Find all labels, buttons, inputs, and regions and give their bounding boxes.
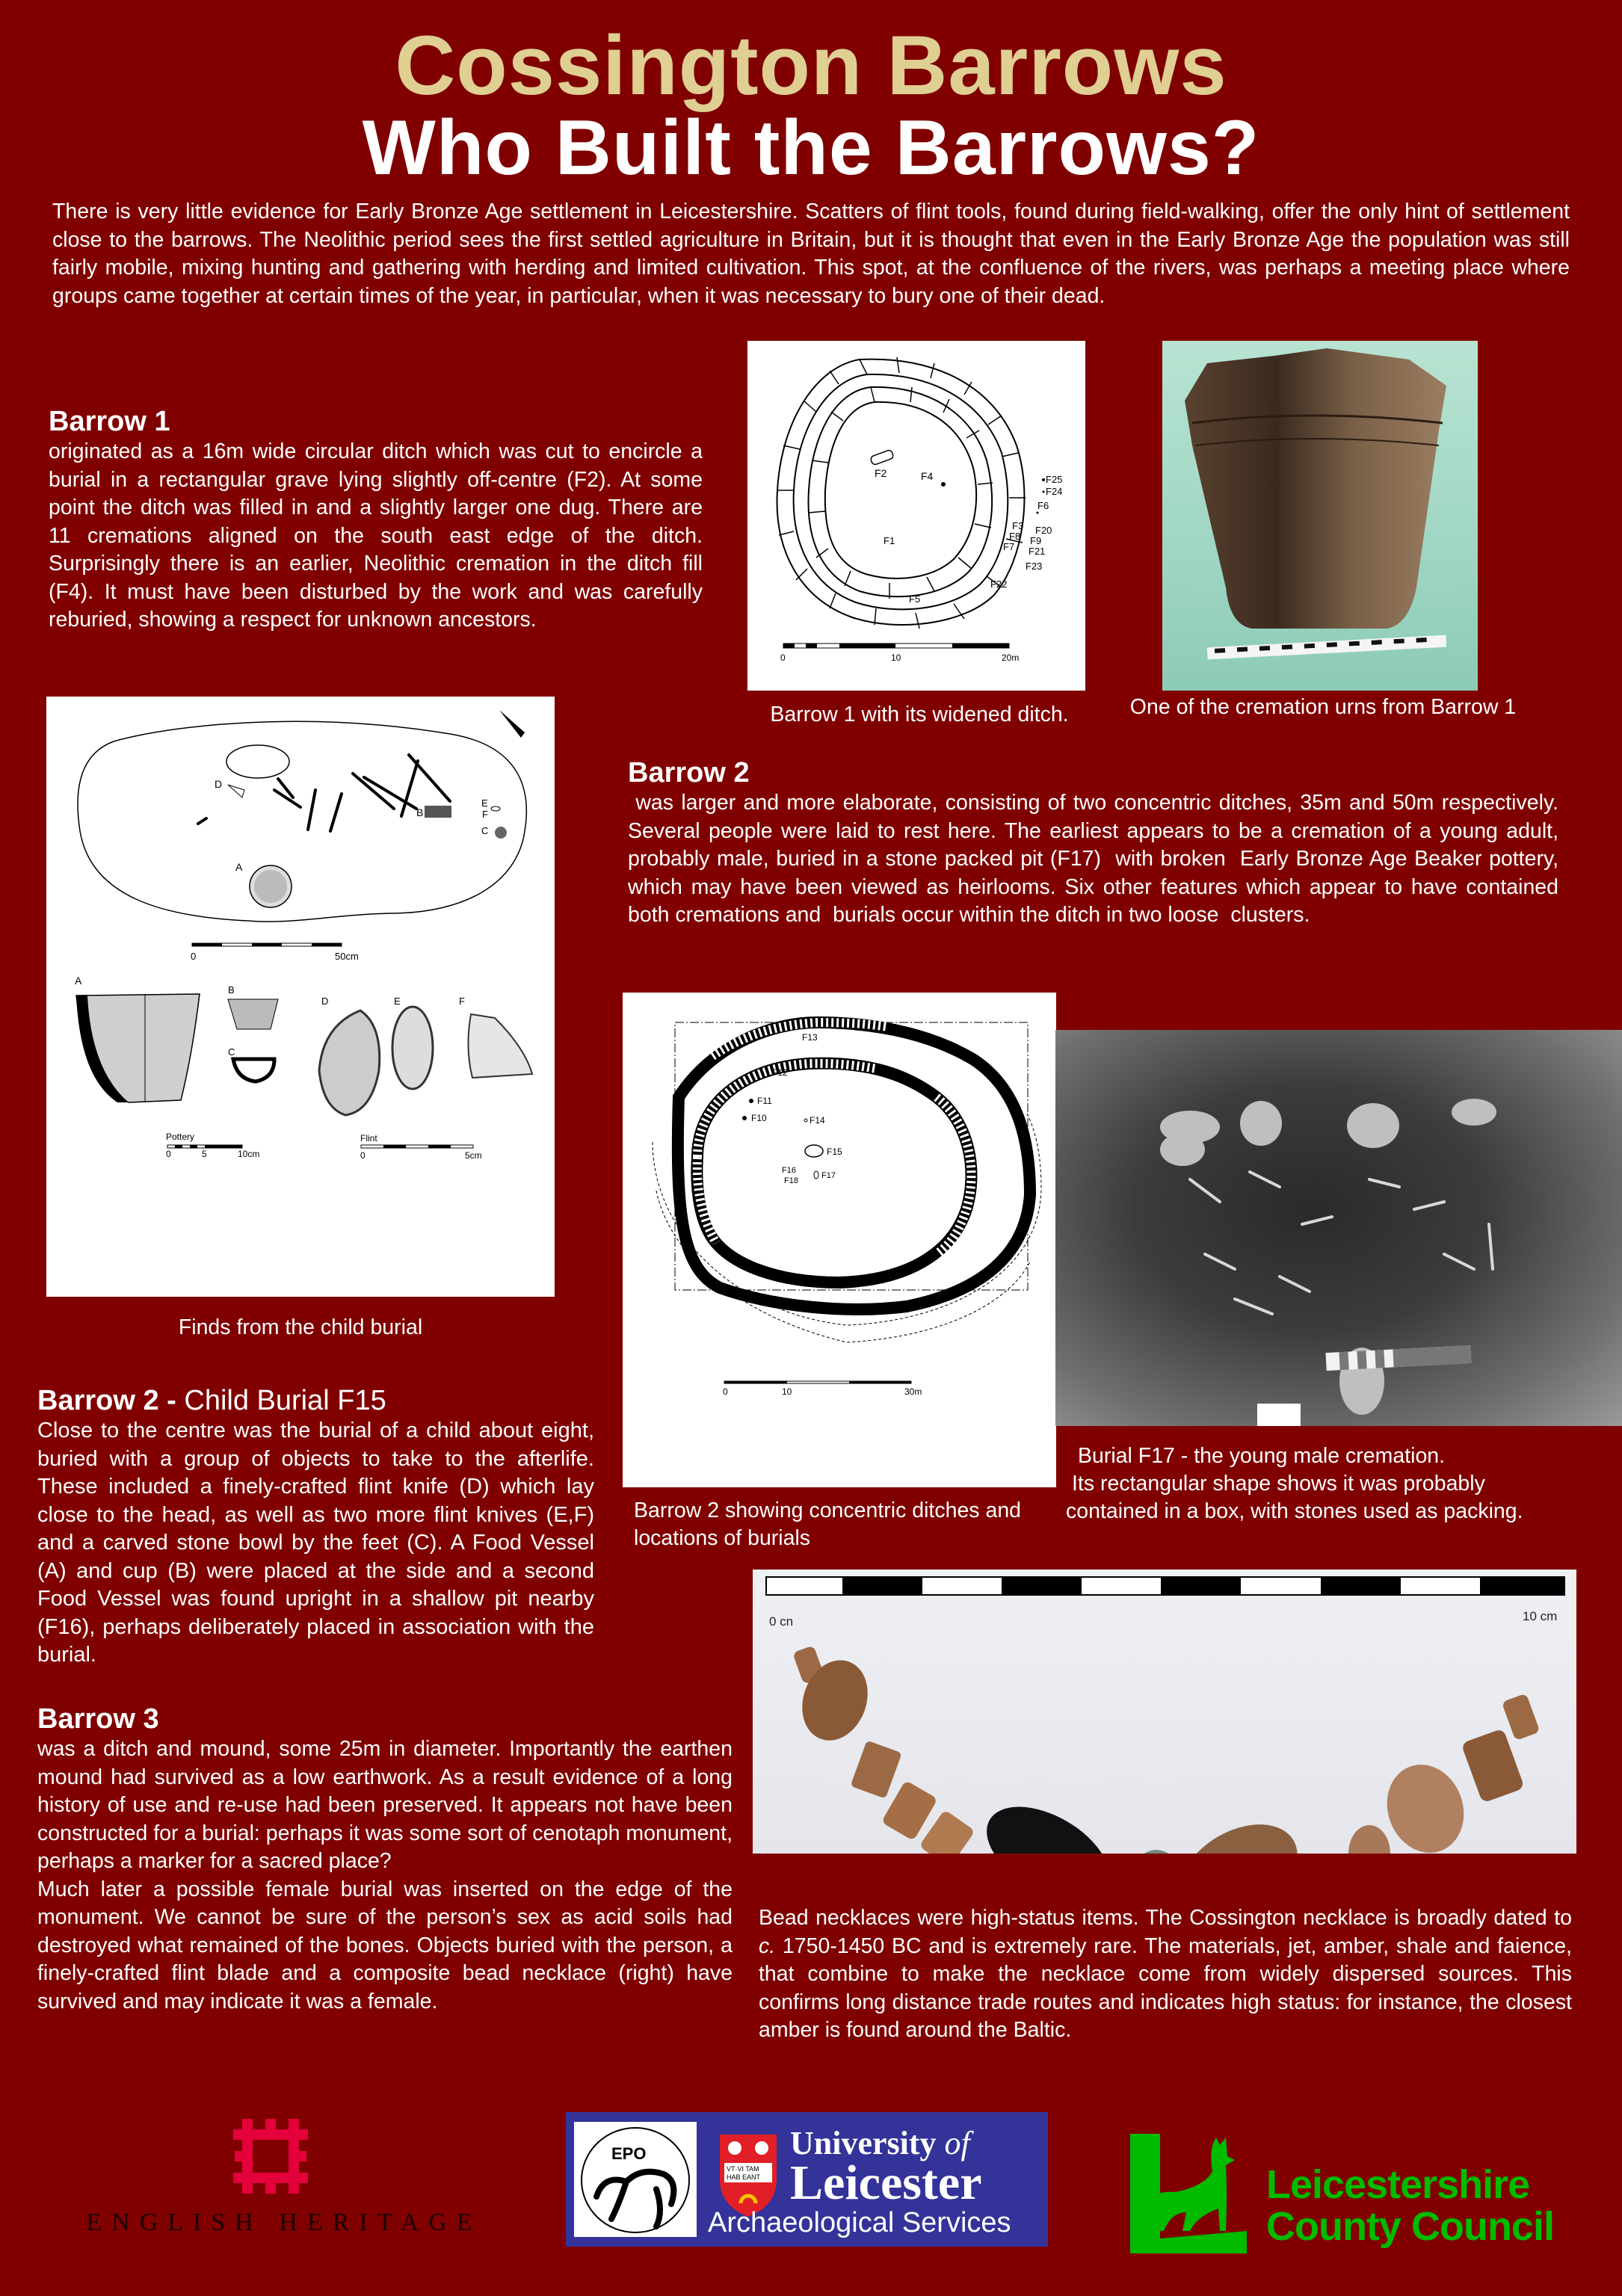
scale-start-label: 0 cn xyxy=(769,1614,794,1629)
barrow2-section xyxy=(628,756,1564,930)
child-burial-finds-figure xyxy=(46,697,555,1297)
f17-caption-line: Its rectangular shape shows it was probably xyxy=(1072,1472,1485,1496)
necklace-caption-pre: Bead necklaces were high-status items. The Cossington necklace is broadly dated to xyxy=(759,1906,1572,1930)
f17-caption-line: contained in a box, with stones used as packing. xyxy=(1066,1499,1523,1523)
child-burial-heading-light: Child Burial F15 xyxy=(184,1385,386,1416)
scale-tick: 0 xyxy=(360,1150,366,1161)
barrow3-text-p2: Much later a possible female burial was inserted on the edge of the monument. We cannot be sure of the person’s sex as acid soils had destroyed what remained of the bones. Objects buried with the person, a finely-crafted flint blade and a composite bead necklace (right) have survived and may indicate it was a female. xyxy=(37,1877,733,2013)
barrow1-heading: Barrow 1 xyxy=(49,406,170,437)
county-name-line1: Leicestershire xyxy=(1266,2162,1530,2207)
grave-label: E xyxy=(481,797,488,809)
scale-end-label: 10 cm xyxy=(1523,1609,1558,1623)
grave-label: C xyxy=(481,825,489,836)
university-name-line2: Leicester xyxy=(790,2155,982,2210)
scale-tick: 5cm xyxy=(465,1150,482,1161)
english-heritage-name: ENGLISH HERITAGE xyxy=(86,2209,482,2236)
barrow2-plan-caption: Barrow 2 showing concentric ditches and locations of burials xyxy=(634,1499,1022,1550)
plan-label: F20 xyxy=(1035,525,1052,536)
county-name-line2: County Council xyxy=(1266,2204,1554,2249)
barrow1-plan-figure xyxy=(747,341,1085,691)
plan-label: F25 xyxy=(1046,474,1063,485)
shield-motto-line: HAB EANT xyxy=(727,2173,761,2181)
plan-label: F24 xyxy=(1046,486,1063,497)
plan-label: F7 xyxy=(1003,541,1015,552)
necklace-illustration xyxy=(753,1570,1576,1854)
university-of-leicester-logo xyxy=(566,2112,1048,2247)
plan-label: F16 xyxy=(782,1166,796,1175)
svg-text:EPO: EPO xyxy=(611,2144,647,2163)
object-label: E xyxy=(394,996,401,1007)
scale-tick: 10 xyxy=(891,652,901,663)
barrow1-section xyxy=(49,405,703,635)
plan-label: F21 xyxy=(1029,546,1046,557)
plan-label: F3 xyxy=(1012,520,1024,531)
plan-label: F5 xyxy=(909,593,921,605)
barrow1-plan-drawing xyxy=(747,341,1085,691)
object-label: D xyxy=(321,996,329,1007)
plan-label: F18 xyxy=(784,1176,798,1185)
plan-label: F10 xyxy=(751,1113,767,1123)
plan-label: F13 xyxy=(802,1032,818,1043)
barrow2-text: was larger and more elaborate, consisting of two concentric ditches, 35m and 50m respectively. Several people were laid to rest here. The earliest appears to be a cremation of a young adult, probably male, buried in a stone packed pit (F17) with broken Early Bronze Age Beaker pottery, which may have been viewed as heirlooms. Six other features which appear to have contained both cremations and burials occur within the ditch in two loose clusters. xyxy=(628,791,1564,927)
child-burial-heading-bold: Barrow 2 - xyxy=(37,1385,185,1416)
of-word: of xyxy=(944,2125,970,2161)
child-burial-section xyxy=(37,1384,594,1670)
object-label: C xyxy=(228,1046,235,1058)
barrow2-plan-figure xyxy=(623,993,1056,1487)
f17-caption-line: Burial F17 - the young male cremation. xyxy=(1078,1444,1446,1468)
poster-subtitle: Who Built the Barrows? xyxy=(362,105,1260,191)
f17-illustration xyxy=(1055,1030,1622,1426)
shield-motto-line: VT·VI TAM xyxy=(727,2165,759,2173)
plan-label: F6 xyxy=(1037,500,1049,511)
urn-illustration xyxy=(1162,341,1478,691)
scale-label: Flint xyxy=(360,1133,377,1144)
university-shield-icon xyxy=(720,2135,777,2217)
cremation-urn-photo xyxy=(1162,341,1478,691)
archaeological-services-label: Archaeological Services xyxy=(708,2207,1011,2238)
grave-label: F xyxy=(482,809,488,820)
bead-necklace-photo xyxy=(753,1570,1576,1854)
object-label: B xyxy=(228,984,235,996)
scale-tick: 10cm xyxy=(238,1149,260,1159)
scale-tick: 10 xyxy=(782,1386,792,1397)
plan-label: F17 xyxy=(821,1171,836,1180)
barrow1-plan-caption: Barrow 1 with its widened ditch. xyxy=(770,703,1069,726)
plan-label: F11 xyxy=(757,1096,772,1106)
scale-tick: 0 xyxy=(723,1386,728,1397)
scale-tick: 30m xyxy=(904,1386,922,1397)
finds-drawing xyxy=(46,697,555,1297)
object-label: A xyxy=(75,975,82,987)
barrow1-text: originated as a 16m wide circular ditch which was cut to encircle a burial in a rectangular grave lying slightly off-centre (F2). At some point the ditch was filled in and a slightly larger one dug. There are 11 cremations aligned on the south east edge of the ditch. Surprisingly there is an earlier, Neolithic cremation in the ditch fill (F4). It must have been disturbed by the work and was carefully reburied, showing a respect for unknown ancestors. xyxy=(49,439,703,632)
finds-caption: Finds from the child burial xyxy=(178,1315,423,1339)
scale-tick: 20m xyxy=(1002,652,1020,663)
plan-label: F22 xyxy=(990,578,1008,590)
leicestershire-county-council-logo xyxy=(1130,2134,1579,2253)
plan-label: F1 xyxy=(884,535,895,546)
scale-tick: 0 xyxy=(780,652,786,663)
university-word: University xyxy=(790,2125,937,2161)
castle-battlement-icon xyxy=(233,2119,308,2194)
plan-label: F15 xyxy=(827,1147,842,1157)
english-heritage-logo xyxy=(75,2119,493,2261)
plan-label: F8 xyxy=(1009,531,1021,542)
grave-label: A xyxy=(235,861,243,873)
poster-title: Cossington Barrows xyxy=(395,19,1227,112)
child-burial-text: Close to the centre was the burial of a child about eight, buried with a group of objects to take to the afterlife. These included a finely-crafted flint knife (D) which lay close to the head, as well as two more flint knives (E,F) and a carved stone bowl by the feet (C). A Food Vessel (A) and cup (B) were placed at the side and a second Food Vessel was found upright in a shallow pit nearby (F16), perhaps deliberately placed in association with the burial. xyxy=(37,1419,594,1667)
grave-label: B xyxy=(416,806,424,818)
ulas-emblem xyxy=(574,2122,697,2237)
scale-tick: 0 xyxy=(166,1149,171,1159)
plan-label: F2 xyxy=(875,467,887,479)
plan-label: F12 xyxy=(772,1067,788,1078)
plan-label: F14 xyxy=(810,1115,825,1126)
scale-tick: 5 xyxy=(202,1149,207,1159)
scale-tick: 50cm xyxy=(335,951,359,962)
ulas-animal-icon xyxy=(574,2122,697,2237)
scale-label: Pottery xyxy=(166,1132,195,1142)
necklace-caption xyxy=(759,1904,1572,2045)
barrow3-text-p1: was a ditch and mound, some 25m in diameter. Importantly the earthen mound had survived as a low earthwork. As a result evidence of a long history of use and re-use had been preserved. It appears not have been constructed for a burial: perhaps it was some sort of cenotaph monument, perhaps a marker for a sacred place? xyxy=(37,1737,733,1873)
f17-caption xyxy=(1055,1442,1622,1525)
barrow2-plan-drawing xyxy=(623,993,1056,1487)
plan-label: F23 xyxy=(1026,561,1043,572)
urn-photo-caption: One of the cremation urns from Barrow 1 xyxy=(1129,695,1517,719)
barrow3-heading: Barrow 3 xyxy=(37,1703,159,1735)
barrow2-heading: Barrow 2 xyxy=(628,757,750,789)
grave-label: D xyxy=(215,778,223,790)
necklace-caption-circa: c. xyxy=(759,1934,776,1958)
plan-label: F4 xyxy=(921,470,934,482)
scale-tick: 0 xyxy=(191,951,197,962)
necklace-caption-post: 1750-1450 BC and is extremely rare. The materials, jet, amber, shale and faience, that combine to make the necklace come from widely dispersed sources. This confirms long distance trade routes and indicates high status: for instance, the closest amber is found around the Baltic. xyxy=(759,1934,1572,2042)
object-label: F xyxy=(459,996,465,1007)
fox-icon xyxy=(1130,2134,1250,2253)
intro-paragraph: There is very little evidence for Early Bronze Age settlement in Leicestershire. Scatters of flint tools, found during field-walking, offer the only hint of settlement close to the barrows. The Neolithic period sees the first settled agriculture in Britain, but it is thought that even in the Early Bronze Age the population was still fairly mobile, mixing hunting and gathering with herding and limited cultivation. This spot, at the confluence of the rivers, was perhaps a meeting place where groups came together at certain times of the year, in particular, when it was necessary to bury one of their dead. xyxy=(52,200,1570,308)
burial-f17-photo xyxy=(1055,1030,1622,1426)
plan-label: F9 xyxy=(1030,535,1042,546)
child-burial-heading xyxy=(37,1384,594,1417)
barrow3-section xyxy=(37,1703,733,2016)
